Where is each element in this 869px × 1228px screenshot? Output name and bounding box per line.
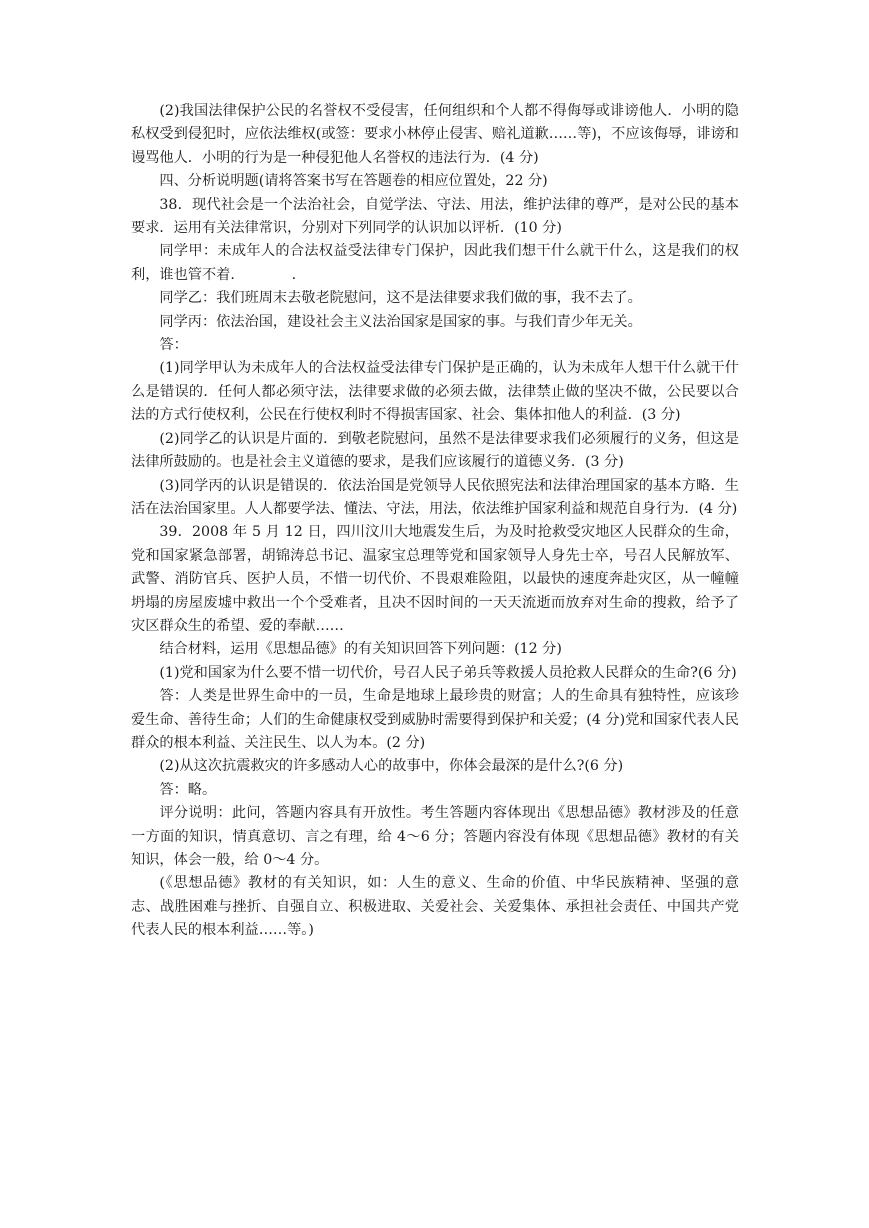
question-38: 38．现代社会是一个法治社会，自觉学法、守法、用法，维护法律的尊严，是对公民的基本要求．运用有关法律常识，分别对下列同学的认识加以评析．(10 分)	[131, 196, 739, 237]
student-b-statement: 同学乙：我们班周末去敬老院慰问，这不是法律要求我们做的事，我不去了。	[159, 290, 642, 307]
question-39-2: (2)从这次抗震救灾的许多感动人心的故事中，你体会最深的是什么?(6 分)	[159, 758, 624, 775]
question-39-instruction: 结合材料，运用《思想品德》的有关知识回答下列问题：(12 分)	[159, 641, 562, 658]
answer-39-2: 答：略。	[159, 781, 217, 798]
answer-38-2: (2)同学乙的认识是片面的．到敬老院慰问，虽然不是法律要求我们必须履行的义务，但这是法律所鼓励的。也是社会主义道德的要求，是我们应该履行的道德义务．(3 分)	[131, 430, 739, 471]
answer-39-1: 答：人类是世界生命中的一员，生命是地球上最珍贵的财富；人的生命具有独特性，应该珍爱生命、善待生命；人们的生命健康权受到威胁时需要得到保护和关爱；(4 分)党和国家代表人民群众的根本利益、关注民生、以人为本。(2 分)	[131, 688, 739, 751]
textbook-knowledge-note: (《思想品德》教材的有关知识，如：人生的意义、生命的价值、中华民族精神、坚强的意志、战胜困难与挫折、自强自立、积极进取、关爱社会、关爱集体、承担社会责任、中国共产党代表人民的根本利益……等。)	[131, 875, 739, 939]
answer-38-3: (3)同学丙的认识是错误的．依法治国是党领导人民依照宪法和法律治理国家的基本方略．生活在法治国家里。人人都要学法、懂法、守法，用法，依法维护国家利益和规范自身行为．(4 分)	[131, 477, 739, 517]
answer-38-1: (1)同学甲认为未成年人的合法权益受法律专门保护是正确的，认为未成年人想干什么就干什么是错误的．任何人都必须守法，法律要求做的必须去做，法律禁止做的坚决不做，公民要以合法的方式行使权利，公民在行使权利时不得损害国家、社会、集体扣他人的利益．(3 分)	[131, 360, 739, 424]
answer-37-2: (2)我国法律保护公民的名誉权不受侵害，任何组织和个人都不得侮辱或诽谤他人．小明的隐私权受到侵犯时，应依法维权(或签：要求小林停止侵害、赔礼道歉……等)，不应该侮辱，诽谤和谩骂他人．小明的行为是一种侵犯他人名誉权的违法行为．(4 分)	[131, 103, 739, 166]
document-page	[131, 100, 739, 943]
scoring-note: 评分说明：此问，答题内容具有开放性。考生答题内容体现出《思想品德》教材涉及的任意一方面的知识，情真意切、言之有理，给 4～6 分；答题内容没有体现《思想品德》教材的有关知识，体会一般，给 0～4 分。	[131, 805, 739, 868]
answer-label: 答：	[159, 337, 188, 354]
student-a-statement: 同学甲：未成年人的合法权益受法律专门保护，因此我们想干什么就干什么，这是我们的权利，谁也管不着. .	[131, 243, 739, 283]
student-c-statement: 同学丙：依法治国，建设社会主义法治国家是国家的事。与我们青少年无关。	[159, 313, 642, 330]
question-39-1: (1)党和国家为什么要不惜一切代价，号召人民子弟兵等救援人员抢救人民群众的生命?(6 分)	[159, 664, 737, 681]
question-39-material: 39．2008 年 5 月 12 日，四川汶川大地震发生后，为及时抢救受灾地区人民群众的生命，党和国家紧急部署，胡锦涛总书记、温家宝总理等党和国家领导人身先士卒，号召人民解放军、武警、消防官兵、医护人员，不惜一切代价、不畏艰难险阻，以最快的速度奔赴灾区，从一幢幢坍塌的房屋废墟中救出一个个受难者，且决不因时间的一天天流逝而放弃对生命的搜救，给予了灾区群众生的希望、爱的奉献……	[131, 524, 739, 634]
section-heading-analysis: 四、分析说明题(请将答案书写在答题卷的相应位置处，22 分)	[159, 173, 548, 190]
